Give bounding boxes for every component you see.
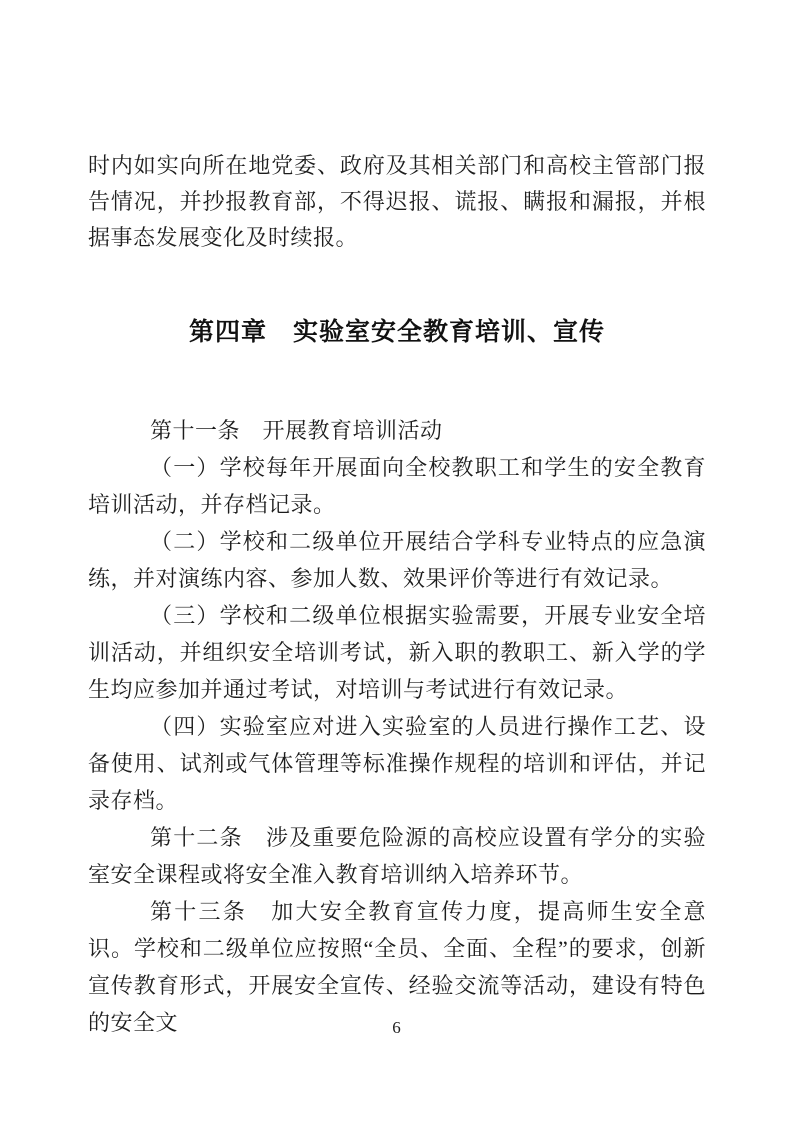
article-11-item-2-paragraph: （二）学校和二级单位开展结合学科专业特点的应急演练，并对演练内容、参加人数、效果评价等进行有效记录。: [88, 529, 706, 591]
article-11-item-1-paragraph: （一）学校每年开展面向全校教职工和学生的安全教育培训活动，并存档记录。: [88, 455, 706, 517]
article-11-item-3-paragraph: （三）学校和二级单位根据实验需要，开展专业安全培训活动，并组织安全培训考试，新入职的教职工、新入学的学生均应参加并通过考试，对培训与考试进行有效记录。: [88, 603, 706, 702]
article-11-title-paragraph: 第十一条 开展教育培训活动: [150, 418, 443, 443]
chapter-heading: 第四章 实验室安全教育培训、宣传: [188, 318, 605, 346]
article-11-item-4-paragraph: （四）实验室应对进入实验室的人员进行操作工艺、设备使用、试剂或气体管理等标准操作规程的培训和评估，并记录存档。: [88, 714, 706, 813]
page-content: [88, 148, 706, 1041]
article-13-paragraph: 第十三条 加大安全教育宣传力度，提高师生安全意识。学校和二级单位应按照“全员、全面、全程”的要求，创新宣传教育形式，开展安全宣传、经验交流等活动，建设有特色的安全文: [88, 899, 706, 1035]
page-number: 6: [392, 1018, 401, 1037]
article-12-paragraph: 第十二条 涉及重要危险源的高校应设置有学分的实验室安全课程或将安全准入教育培训纳入培养环节。: [88, 825, 706, 887]
continuation-paragraph: 时内如实向所在地党委、政府及其相关部门和高校主管部门报告情况，并抄报教育部，不得迟报、谎报、瞒报和漏报，并根据事态发展变化及时续报。: [88, 153, 706, 250]
